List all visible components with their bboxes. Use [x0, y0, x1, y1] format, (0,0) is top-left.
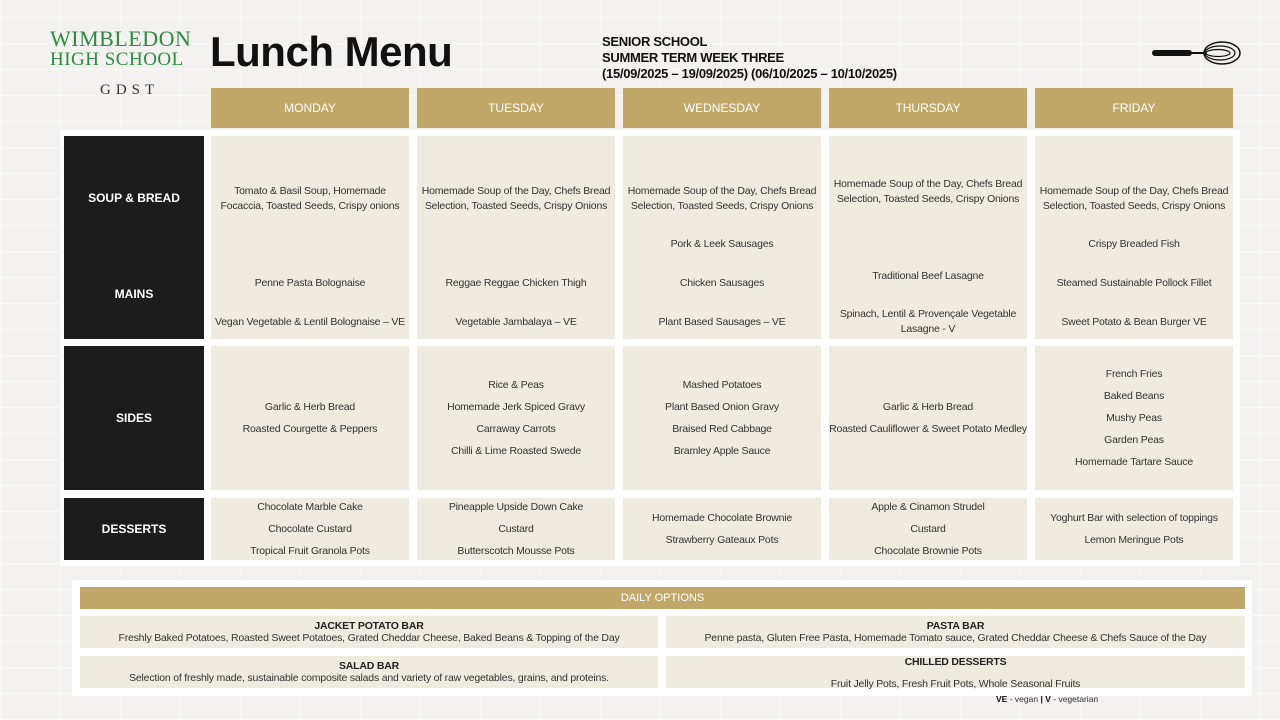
salad-bar: [80, 656, 658, 688]
option-text: Fruit Jelly Pots, Fresh Fruit Pots, Whole Seasonal Fruits: [830, 678, 1081, 690]
option-title: CHILLED DESSERTS: [904, 656, 1007, 668]
cell-sides-thursday: [829, 346, 1027, 490]
dessert-item: Butterscotch Mousse Pots: [457, 544, 575, 557]
pasta-bar: [666, 616, 1245, 648]
cell-soup-mains-thursday: [829, 136, 1027, 339]
side-item: Roasted Cauliflower & Sweet Potato Medley: [829, 422, 1027, 435]
main-item: Chicken Sausages: [679, 277, 765, 289]
logo-group: GDST: [100, 82, 160, 98]
side-item: Chilli & Lime Roasted Swede: [451, 444, 581, 457]
side-item: Homemade Jerk Spiced Gravy: [447, 400, 585, 413]
dessert-item: Homemade Chocolate Brownie: [651, 511, 793, 524]
dessert-item: Custard: [498, 522, 534, 535]
category-desserts: DESSERTS: [64, 498, 204, 560]
main-item: Sweet Potato & Bean Burger VE: [1061, 316, 1207, 328]
day-header-monday: MONDAY: [211, 88, 409, 128]
category-soup: SOUP & BREAD: [88, 191, 180, 205]
option-title: SALAD BAR: [338, 660, 400, 672]
cell-desserts-monday: [211, 498, 409, 560]
cell-sides-monday: [211, 346, 409, 490]
main-item: Reggae Reggae Chicken Thigh: [445, 277, 587, 289]
term-line: SENIOR SCHOOL: [602, 34, 708, 49]
side-item: Mushy Peas: [1106, 411, 1162, 424]
side-item: Garlic & Herb Bread: [882, 400, 974, 413]
option-title: JACKET POTATO BAR: [314, 620, 424, 632]
dessert-item: Strawberry Gateaux Pots: [665, 533, 779, 546]
term-info: [602, 34, 897, 82]
main-item: Crispy Breaded Fish: [1088, 238, 1180, 250]
main-item: Pork & Leek Sausages: [670, 238, 774, 250]
legend-vegetarian-text: - vegetarian: [1053, 694, 1099, 704]
cell-soup-mains-friday: [1035, 136, 1233, 339]
logo-line-2: HIGH SCHOOL: [50, 49, 184, 70]
cell-soup-mains-monday: [211, 136, 409, 339]
legend-vegetarian-code: V: [1045, 694, 1051, 704]
side-item: Garden Peas: [1104, 433, 1164, 446]
main-item: Vegetable Jambalaya – VE: [455, 316, 577, 328]
whisk-icon: [1150, 38, 1242, 68]
soup-item: Homemade Soup of the Day, Chefs Bread Selection, Toasted Seeds, Crispy Onions: [833, 178, 1023, 205]
side-item: Braised Red Cabbage: [672, 422, 772, 435]
cell-desserts-wednesday: [623, 498, 821, 560]
main-item: Spinach, Lentil & Provençale Vegetable Lasagne - V: [839, 308, 1017, 335]
legend-vegan-code: VE: [996, 694, 1008, 704]
dessert-item: Pineapple Upside Down Cake: [448, 500, 584, 513]
side-item: Plant Based Onion Gravy: [665, 400, 779, 413]
legend-separator: |: [1040, 694, 1043, 704]
dessert-item: Custard: [910, 522, 946, 535]
page-title: Lunch Menu: [210, 28, 453, 75]
term-line: (15/09/2025 – 19/09/2025) (06/10/2025 – 10/10/2025): [602, 66, 897, 81]
side-item: Rice & Peas: [488, 378, 544, 391]
main-item: Penne Pasta Bolognaise: [254, 277, 366, 289]
category-soup-mains: [64, 136, 204, 339]
main-item: Vegan Vegetable & Lentil Bolognaise – VE: [215, 316, 405, 328]
dessert-item: Apple & Cinamon Strudel: [871, 500, 985, 513]
cell-sides-wednesday: [623, 346, 821, 490]
soup-item: Tomato & Basil Soup, Homemade Focaccia, Toasted Seeds, Crispy onions: [220, 185, 400, 212]
legend-vegan-text: - vegan: [1009, 694, 1039, 704]
day-header-tuesday: TUESDAY: [417, 88, 615, 128]
side-item: Garlic & Herb Bread: [264, 400, 356, 413]
dietary-legend: [996, 694, 1098, 704]
dessert-item: Lemon Meringue Pots: [1084, 533, 1184, 546]
side-item: Baked Beans: [1103, 389, 1165, 402]
category-sides: SIDES: [64, 346, 204, 490]
cell-desserts-friday: [1035, 498, 1233, 560]
day-header-thursday: THURSDAY: [829, 88, 1027, 128]
side-item: French Fries: [1105, 367, 1163, 380]
day-header-wednesday: WEDNESDAY: [623, 88, 821, 128]
soup-item: Homemade Soup of the Day, Chefs Bread Selection, Toasted Seeds, Crispy Onions: [1039, 185, 1229, 212]
option-text: Selection of freshly made, sustainable composite salads and variety of raw vegetables, grains, and proteins.: [129, 672, 609, 684]
school-logo: [50, 28, 200, 99]
dessert-item: Chocolate Marble Cake: [257, 500, 363, 513]
dessert-item: Chocolate Custard: [268, 522, 352, 535]
option-text: Freshly Baked Potatoes, Roasted Sweet Potatoes, Grated Cheddar Cheese, Baked Beans & Topping of the Day: [118, 632, 620, 644]
dessert-item: Tropical Fruit Granola Pots: [250, 544, 370, 557]
soup-item: Homemade Soup of the Day, Chefs Bread Selection, Toasted Seeds, Crispy Onions: [421, 185, 611, 212]
daily-options-header: DAILY OPTIONS: [80, 587, 1245, 609]
main-item: Traditional Beef Lasagne: [872, 270, 984, 282]
term-line: SUMMER TERM WEEK THREE: [602, 50, 784, 65]
dessert-item: Yoghurt Bar with selection of toppings: [1050, 511, 1218, 524]
logo-line-1: WIMBLEDON: [50, 26, 192, 51]
jacket-potato-bar: [80, 616, 658, 648]
cell-sides-tuesday: [417, 346, 615, 490]
side-item: Mashed Potatoes: [682, 378, 762, 391]
main-item: Plant Based Sausages – VE: [658, 316, 786, 328]
cell-desserts-tuesday: [417, 498, 615, 560]
side-item: Bramley Apple Sauce: [673, 444, 771, 457]
cell-soup-mains-wednesday: [623, 136, 821, 339]
cell-desserts-thursday: [829, 498, 1027, 560]
side-item: Carraway Carrots: [476, 422, 556, 435]
dessert-item: Chocolate Brownie Pots: [874, 544, 982, 557]
soup-item: Homemade Soup of the Day, Chefs Bread Selection, Toasted Seeds, Crispy Onions: [627, 185, 817, 212]
option-title: PASTA BAR: [926, 620, 985, 632]
side-item: Roasted Courgette & Peppers: [242, 422, 378, 435]
side-item: Homemade Tartare Sauce: [1075, 455, 1193, 468]
category-mains: MAINS: [114, 287, 154, 301]
cell-sides-friday: [1035, 346, 1233, 490]
option-text: Penne pasta, Gluten Free Pasta, Homemade Tomato sauce, Grated Cheddar Cheese & Chefs Sauce of the Day: [704, 632, 1207, 644]
chilled-desserts: [666, 656, 1245, 688]
cell-soup-mains-tuesday: [417, 136, 615, 339]
day-header-friday: FRIDAY: [1035, 88, 1233, 128]
main-item: Steamed Sustainable Pollock Fillet: [1056, 277, 1212, 289]
